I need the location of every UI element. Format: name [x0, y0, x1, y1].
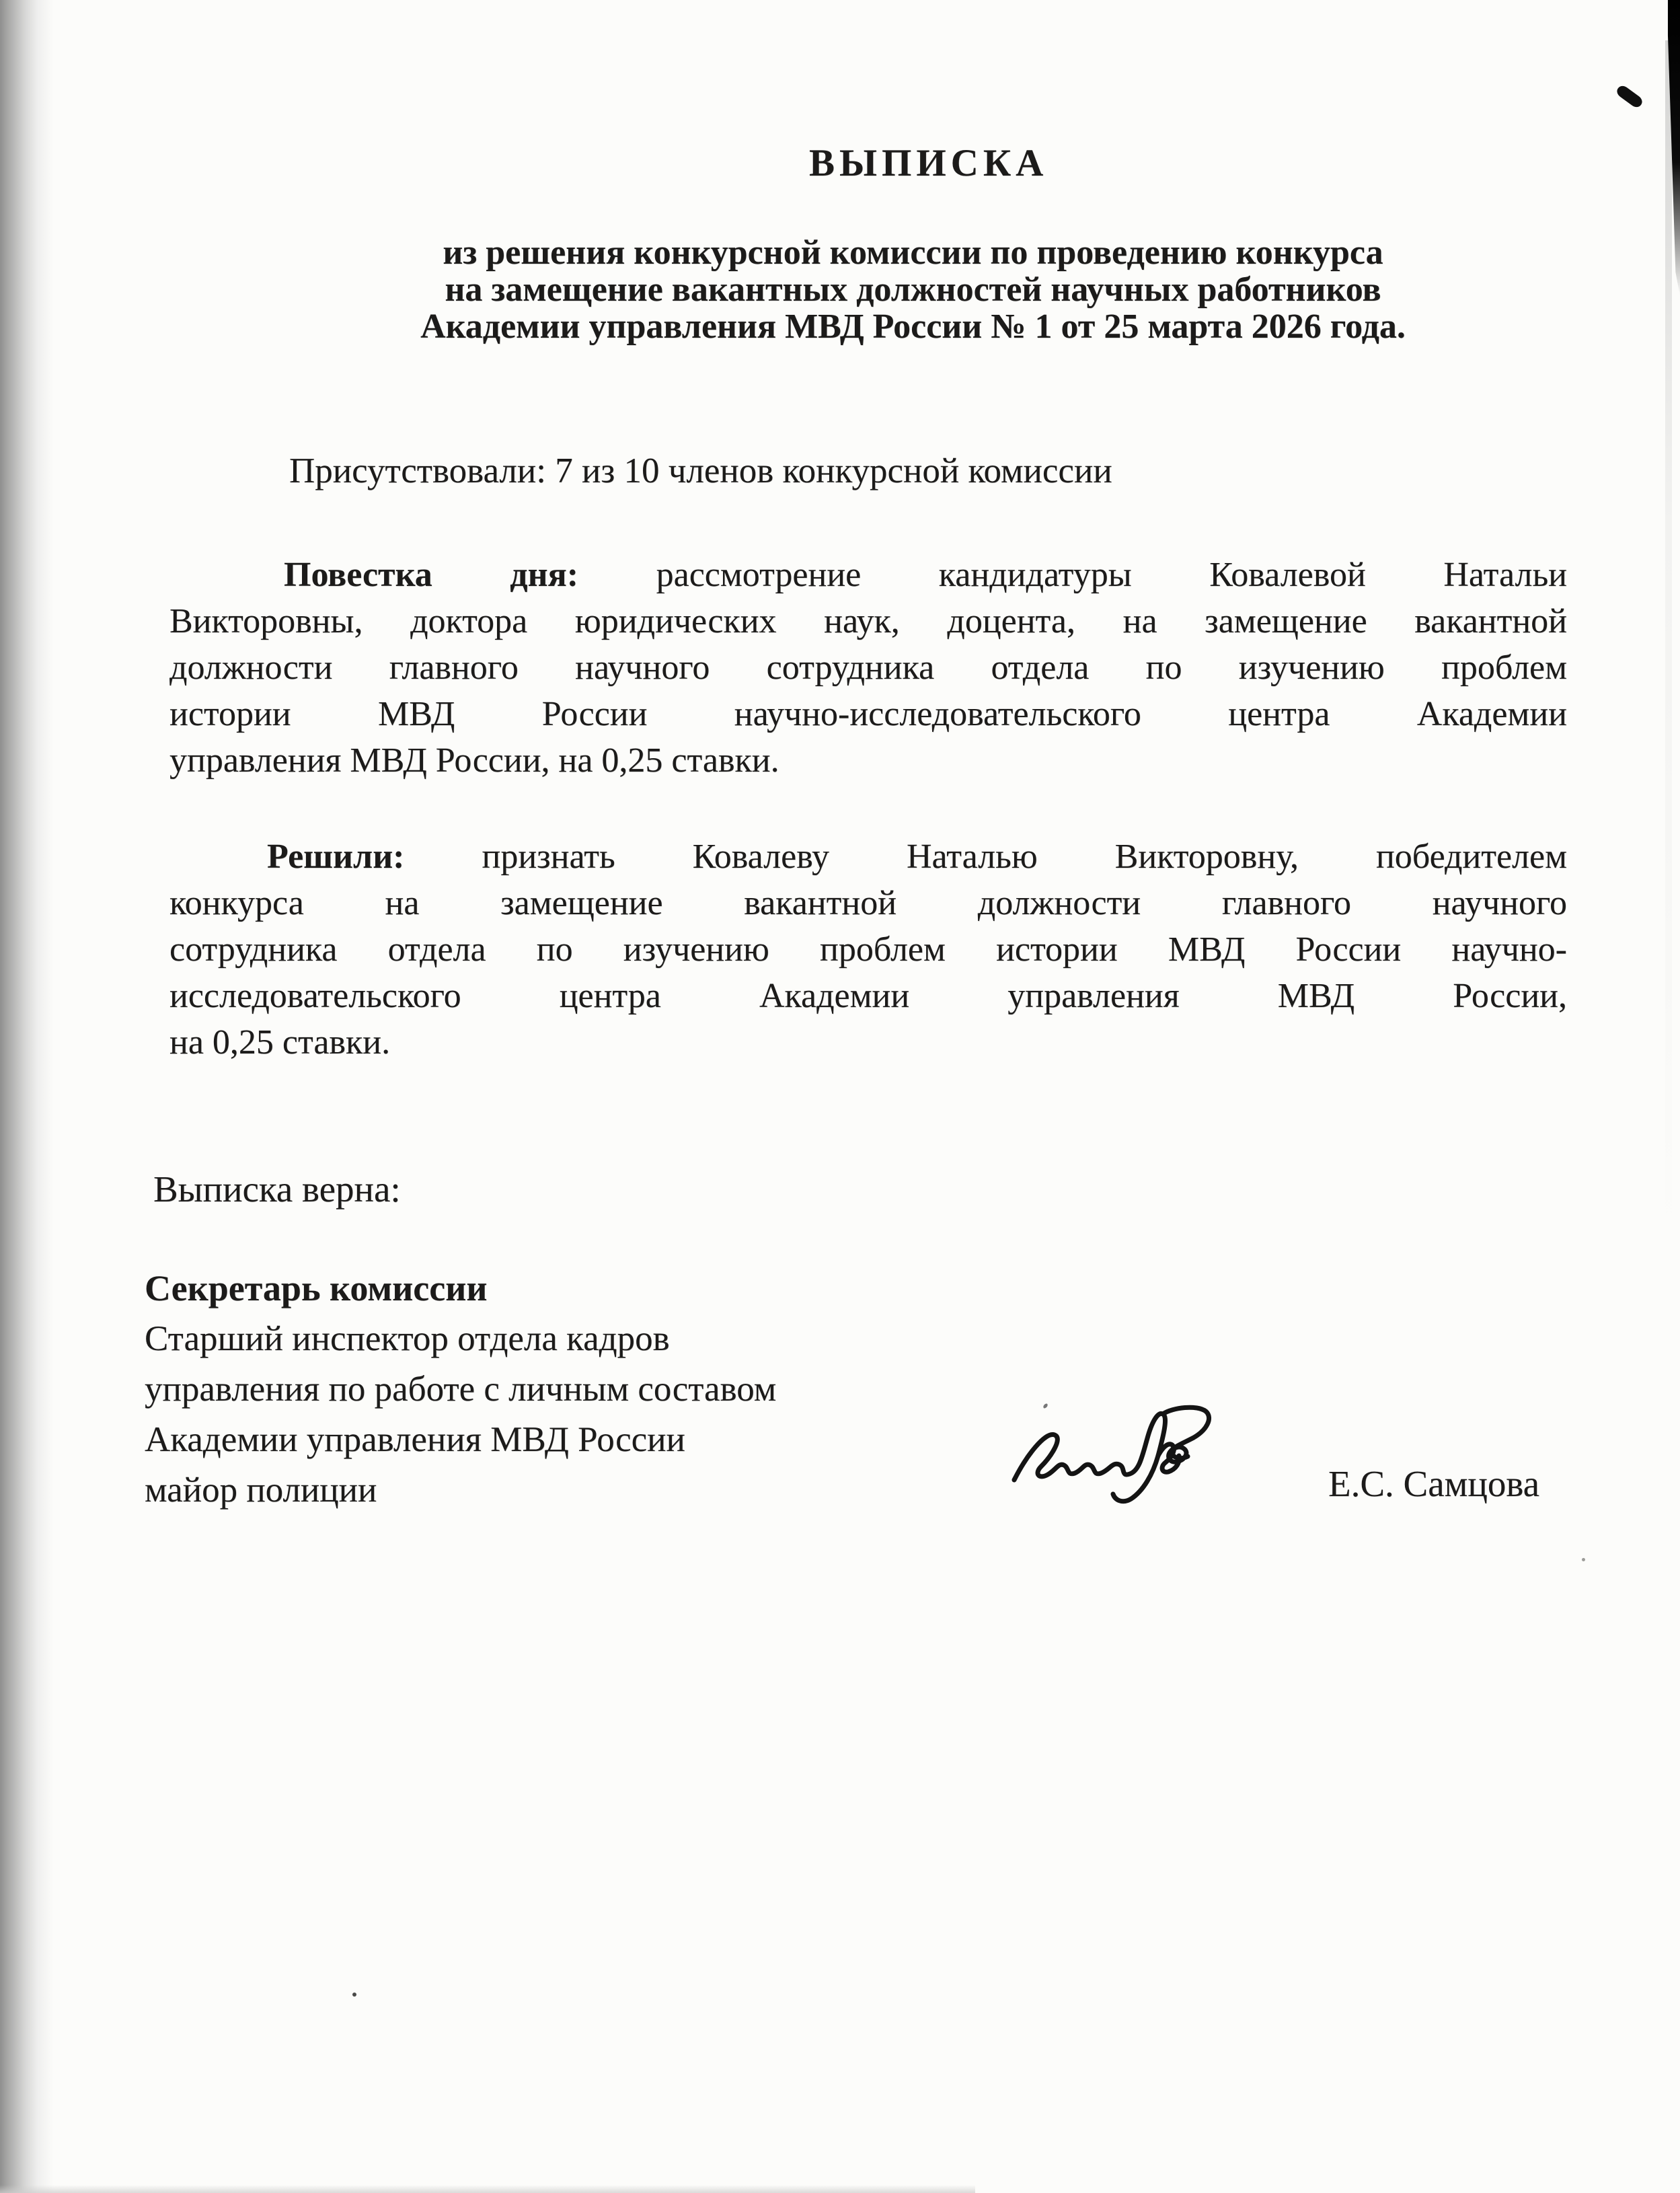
attendance-line: Присутствовали: 7 из 10 членов конкурсной комиссии — [289, 451, 1112, 490]
agenda-line: должности главного научного сотрудника отдела по изучению проблем — [169, 648, 1567, 687]
signatory-role-line: Старший инспектор отдела кадров — [145, 1319, 670, 1358]
decision-label: Решили: — [267, 838, 405, 876]
agenda-label: Повестка дня: — [284, 556, 579, 594]
subtitle-line: на замещение вакантных должностей научных работников — [445, 270, 1381, 309]
agenda-line-text: рассмотрение кандидатуры Ковалевой Натальи — [656, 556, 1568, 594]
scanner-bottom-shadow — [0, 2185, 975, 2193]
agenda-paragraph — [169, 552, 1567, 784]
scanner-right-smudge — [1665, 40, 1672, 1251]
subtitle-line: из решения конкурсной комиссии по проведению конкурса — [443, 233, 1383, 272]
signatory-name: Е.С. Самцова — [1328, 1463, 1540, 1504]
agenda-line: истории МВД России научно-исследовательского центра Академии — [169, 695, 1567, 733]
signatory-role-line: Академии управления МВД России — [145, 1420, 685, 1459]
decision-line: на 0,25 ставки. — [169, 1023, 391, 1062]
signatory-role-title: Секретарь комиссии — [145, 1268, 488, 1308]
scan-speck — [352, 1993, 356, 1997]
document-title: ВЫПИСКА — [809, 142, 1048, 184]
decision-line-text: признать Ковалеву Наталью Викторовну, победителем — [482, 838, 1567, 876]
ink-blot-mark — [1615, 83, 1644, 109]
document-subtitle — [316, 234, 1510, 345]
decision-paragraph — [169, 833, 1567, 1066]
subtitle-line: Академии управления МВД России № 1 от 25 марта 2026 года. — [420, 307, 1406, 346]
scan-speck — [1582, 1558, 1585, 1561]
decision-line: конкурса на замещение вакантной должности главного научного — [169, 884, 1567, 922]
agenda-line — [169, 552, 1567, 598]
decision-line: исследовательского центра Академии управления МВД России, — [169, 977, 1567, 1015]
handwritten-signature-icon — [1006, 1405, 1221, 1519]
decision-line — [169, 833, 1567, 880]
agenda-line: управления МВД России, на 0,25 ставки. — [169, 741, 779, 780]
signatory-role-line: управления по работе с личным составом — [145, 1370, 777, 1409]
scanner-left-shadow — [0, 0, 55, 2193]
decision-line: сотрудника отдела по изучению проблем истории МВД России научно- — [169, 930, 1567, 969]
agenda-line: Викторовны, доктора юридических наук, доцента, на замещение вакантной — [169, 602, 1567, 640]
certification-line: Выписка верна: — [153, 1168, 401, 1210]
signatory-role-line: майор полиции — [145, 1471, 377, 1510]
signatory-block — [145, 1263, 776, 1516]
